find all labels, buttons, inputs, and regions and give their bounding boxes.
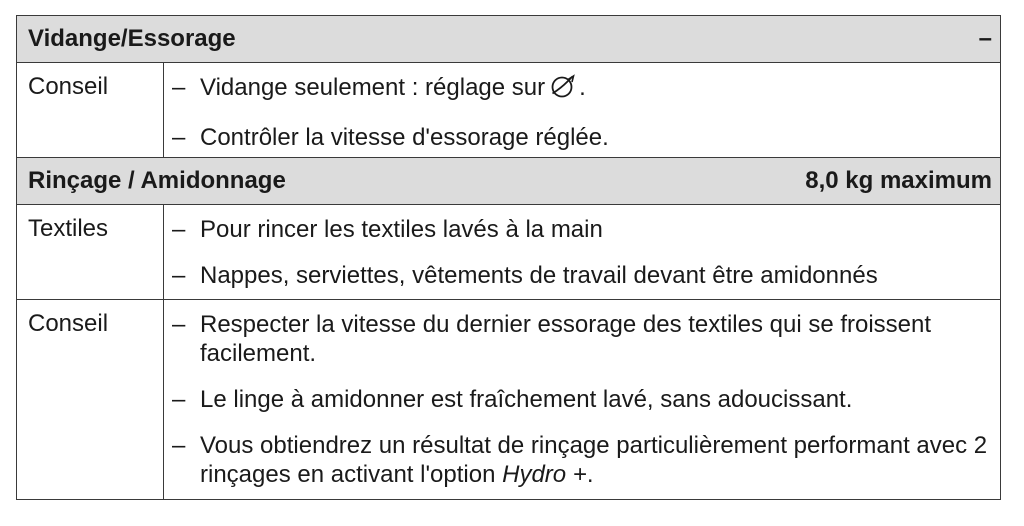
bullet-dash: – — [172, 311, 186, 338]
list-item — [172, 123, 992, 152]
bullet-dash: – — [172, 74, 186, 101]
item-text: Respecter la vitesse du dernier essorage des textiles qui se froissent facilement. — [200, 311, 932, 367]
list-item — [172, 385, 992, 414]
item-text: Vidange seulement : réglage sur — [200, 74, 546, 101]
section-capacity: 8,0 kg maximum — [805, 167, 992, 194]
section-header-vidange — [17, 16, 1000, 63]
list-item — [172, 261, 992, 290]
bullet-dash: – — [172, 124, 186, 151]
option-name: Hydro + — [502, 461, 587, 488]
section-title: Rinçage / Amidonnage — [28, 167, 286, 194]
no-spin-icon — [549, 73, 579, 106]
list-item — [172, 431, 992, 489]
item-text-suffix: . — [579, 74, 586, 101]
item-text: Pour rincer les textiles lavés à la main — [200, 216, 603, 243]
bullet-dash: – — [172, 432, 186, 459]
row-content — [164, 63, 1000, 157]
row-content — [164, 300, 1000, 499]
program-table — [16, 15, 1001, 500]
table-row-conseil — [17, 63, 1000, 158]
item-text: Contrôler la vitesse d'essorage réglée. — [200, 124, 609, 151]
bullet-dash: – — [172, 262, 186, 289]
row-label: Conseil — [17, 300, 164, 499]
table-row-conseil — [17, 300, 1000, 499]
section-capacity: – — [978, 25, 992, 52]
item-text: Vous obtiendrez un résultat de rinçage particulièrement performant avec 2 rinçages en activant l'option — [200, 432, 988, 488]
item-text: Nappes, serviettes, vêtements de travail devant être amidonnés — [200, 262, 878, 289]
bullet-dash: – — [172, 216, 186, 243]
row-label: Textiles — [17, 205, 164, 299]
list-item — [172, 310, 992, 368]
section-title: Vidange/Essorage — [28, 25, 236, 52]
section-header-rincage — [17, 158, 1000, 205]
item-text: Le linge à amidonner est fraîchement lavé, sans adoucissant. — [200, 386, 853, 413]
table-row-textiles — [17, 205, 1000, 300]
item-text-suffix: . — [586, 461, 594, 488]
row-content — [164, 205, 1000, 299]
bullet-dash: – — [172, 386, 186, 413]
list-item — [172, 215, 992, 244]
list-item — [172, 73, 992, 106]
row-label: Conseil — [17, 63, 164, 157]
